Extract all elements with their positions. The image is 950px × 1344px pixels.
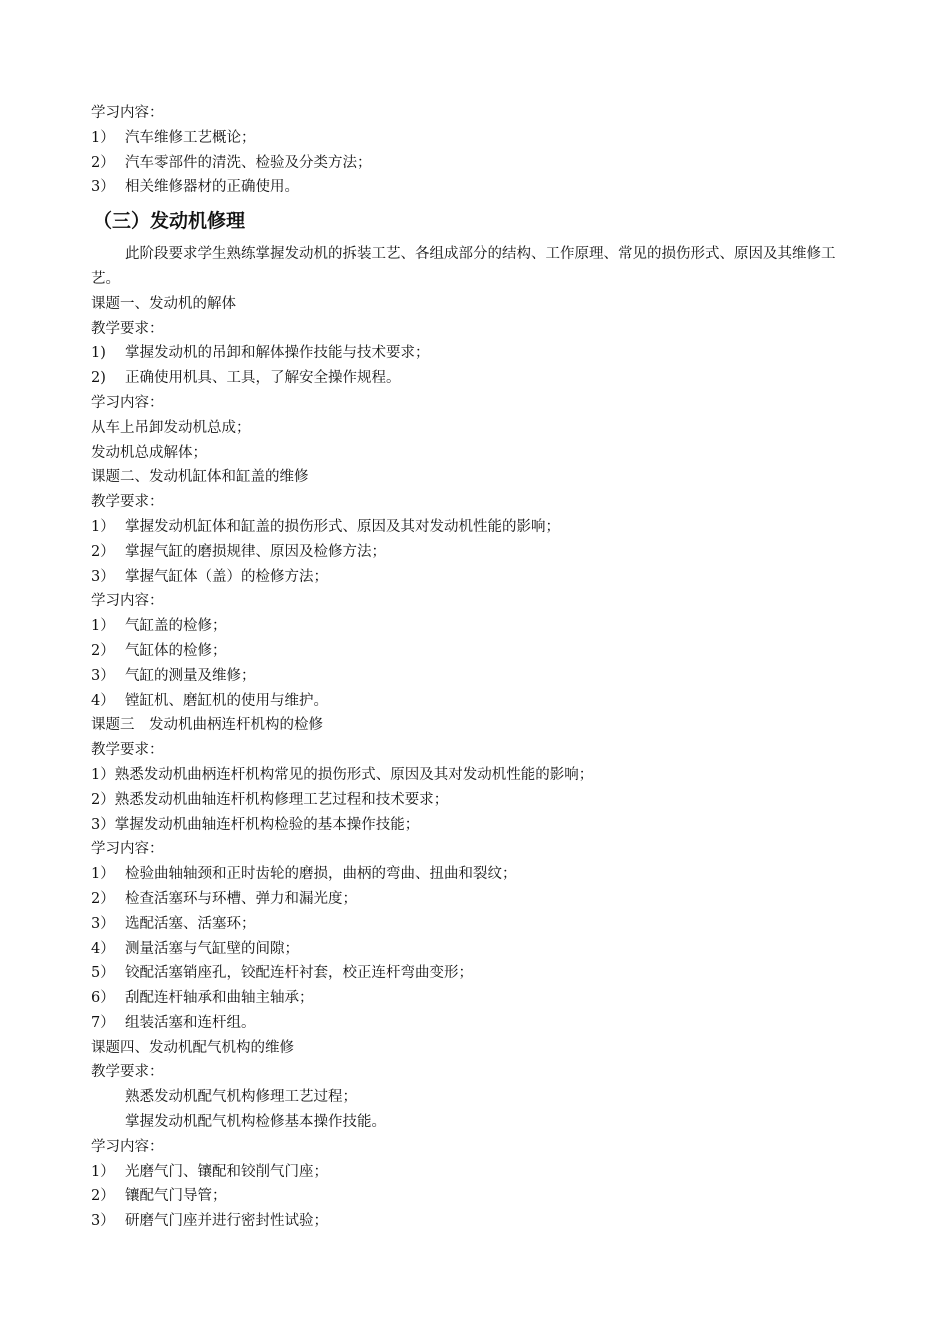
content-label: 学习内容： bbox=[91, 1138, 164, 1155]
list-item bbox=[91, 540, 861, 565]
list-number: 6） bbox=[91, 990, 115, 1007]
list-text: 气缸体的检修； bbox=[125, 642, 227, 659]
list-item bbox=[91, 961, 861, 986]
list-item: 2）熟悉发动机曲轴连杆机构修理工艺过程和技术要求； bbox=[91, 791, 449, 808]
list-item bbox=[91, 1184, 861, 1209]
list-text: 掌握发动机的吊卸和解体操作技能与技术要求； bbox=[125, 345, 430, 362]
list-text: 掌握气缸的磨损规律、原因及检修方法； bbox=[125, 543, 386, 560]
content-item: 发动机总成解体； bbox=[91, 444, 207, 461]
list-number: 1） bbox=[91, 129, 115, 146]
list-item: 熟悉发动机配气机构修理工艺过程； bbox=[125, 1089, 357, 1106]
list-text: 检验曲轴轴颈和正时齿轮的磨损，曲柄的弯曲、扭曲和裂纹； bbox=[125, 866, 517, 883]
requirements-label: 教学要求： bbox=[91, 1064, 164, 1081]
list-text: 气缸盖的检修； bbox=[125, 618, 227, 635]
list-text: 气缸的测量及维修； bbox=[125, 667, 256, 684]
content-label: 学习内容： bbox=[91, 593, 164, 610]
list-item bbox=[91, 515, 861, 540]
content-label: 学习内容： bbox=[91, 105, 164, 121]
list-number: 4） bbox=[91, 940, 115, 957]
topic-title: 课题三 发动机曲柄连杆机构的检修 bbox=[91, 717, 323, 734]
list-item bbox=[91, 565, 861, 590]
content-item: 从车上吊卸发动机总成； bbox=[91, 419, 251, 436]
content-label: 学习内容： bbox=[91, 841, 164, 858]
list-text: 相关维修器材的正确使用。 bbox=[125, 179, 299, 196]
list-item bbox=[91, 689, 861, 714]
list-text: 选配活塞、活塞环； bbox=[125, 915, 256, 932]
list-number: 1） bbox=[91, 618, 115, 635]
list-text: 镗缸机、磨缸机的使用与维护。 bbox=[125, 692, 328, 709]
list-item bbox=[91, 614, 861, 639]
list-number: 2） bbox=[91, 543, 115, 560]
list-item bbox=[91, 366, 861, 391]
document-page bbox=[91, 101, 861, 1234]
requirements-label: 教学要求： bbox=[91, 494, 164, 511]
list-text: 汽车零部件的清洗、检验及分类方法； bbox=[125, 154, 372, 171]
list-item bbox=[91, 986, 861, 1011]
list-number: 2） bbox=[91, 1188, 115, 1205]
list-text: 检查活塞环与环槽、弹力和漏光度； bbox=[125, 890, 357, 907]
list-text: 光磨气门、镶配和铰削气门座； bbox=[125, 1163, 328, 1180]
requirements-label: 教学要求： bbox=[91, 742, 164, 759]
list-item: 1）熟悉发动机曲柄连杆机构常见的损伤形式、原因及其对发动机性能的影响； bbox=[91, 766, 594, 783]
section-intro: 此阶段要求学生熟练掌握发动机的拆装工艺、各组成部分的结构、工作原理、常见的损伤形式、原因及其维修工艺。 bbox=[91, 246, 836, 287]
requirements-label: 教学要求： bbox=[91, 320, 164, 337]
list-item bbox=[91, 1209, 861, 1234]
list-number: 2) bbox=[91, 370, 106, 387]
list-number: 4） bbox=[91, 692, 115, 709]
list-number: 2） bbox=[91, 154, 115, 171]
list-text: 铰配活塞销座孔，铰配连杆衬套，校正连杆弯曲变形； bbox=[125, 965, 473, 982]
list-item bbox=[91, 639, 861, 664]
list-item bbox=[91, 341, 861, 366]
list-item bbox=[91, 1011, 861, 1036]
list-item bbox=[91, 664, 861, 689]
list-item bbox=[91, 912, 861, 937]
list-item bbox=[91, 887, 861, 912]
list-item: 3）掌握发动机曲轴连杆机构检验的基本操作技能； bbox=[91, 816, 420, 833]
list-number: 2） bbox=[91, 890, 115, 907]
list-text: 研磨气门座并进行密封性试验； bbox=[125, 1213, 328, 1230]
list-item bbox=[91, 1160, 861, 1185]
list-number: 3） bbox=[91, 915, 115, 932]
list-item bbox=[91, 862, 861, 887]
list-number: 1） bbox=[91, 518, 115, 535]
list-number: 7） bbox=[91, 1014, 115, 1031]
list-number: 5） bbox=[91, 965, 115, 982]
list-text: 掌握发动机缸体和缸盖的损伤形式、原因及其对发动机性能的影响； bbox=[125, 518, 560, 535]
list-text: 正确使用机具、工具，了解安全操作规程。 bbox=[125, 370, 401, 387]
list-text: 测量活塞与气缸壁的间隙； bbox=[125, 940, 299, 957]
list-number: 1） bbox=[91, 866, 115, 883]
topic-title: 课题四、发动机配气机构的维修 bbox=[91, 1039, 294, 1056]
list-text: 刮配连杆轴承和曲轴主轴承； bbox=[125, 990, 314, 1007]
topic-title: 课题一、发动机的解体 bbox=[91, 295, 236, 312]
list-number: 1) bbox=[91, 345, 106, 362]
list-item: 掌握发动机配气机构检修基本操作技能。 bbox=[125, 1114, 386, 1131]
list-text: 汽车维修工艺概论； bbox=[125, 129, 256, 146]
list-number: 1） bbox=[91, 1163, 115, 1180]
list-number: 3） bbox=[91, 568, 115, 585]
list-number: 3） bbox=[91, 1213, 115, 1230]
list-text: 组装活塞和连杆组。 bbox=[125, 1014, 256, 1031]
section-heading: （三）发动机修理 bbox=[93, 210, 246, 233]
list-item bbox=[91, 151, 861, 176]
list-text: 镶配气门导管； bbox=[125, 1188, 227, 1205]
list-item bbox=[91, 937, 861, 962]
list-text: 掌握气缸体（盖）的检修方法； bbox=[125, 568, 328, 585]
list-item bbox=[91, 175, 861, 200]
list-item bbox=[91, 126, 861, 151]
list-number: 3） bbox=[91, 179, 115, 196]
content-label: 学习内容： bbox=[91, 394, 164, 411]
list-number: 2） bbox=[91, 642, 115, 659]
topic-title: 课题二、发动机缸体和缸盖的维修 bbox=[91, 469, 309, 486]
list-number: 3） bbox=[91, 667, 115, 684]
